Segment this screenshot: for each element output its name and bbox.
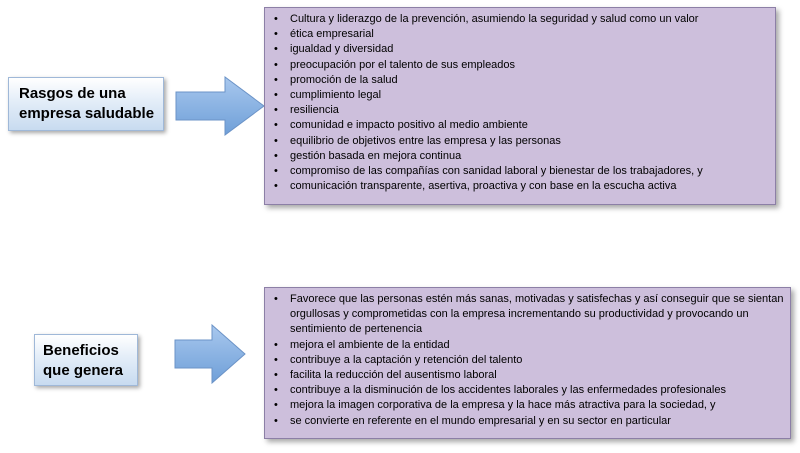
beneficios-list [271,292,784,429]
list-item: • promoción de la salud [271,73,769,88]
list-item: • contribuye a la disminución de los accidentes laborales y las enfermedades profesionales [271,383,784,398]
label-beneficios-que-genera [34,334,138,386]
right-arrow-icon [174,324,246,384]
list-item: • Favorece que las personas estén más sanas, motivadas y satisfechas y así conseguir que se sientan orgullosas y comprometidas con la empresa incrementando su productividad y provocando un sentimiento de pertenencia [271,292,784,338]
list-item: • Cultura y liderazgo de la prevención, asumiendo la seguridad y salud como un valor [271,12,769,27]
right-arrow-icon [175,76,265,136]
label-rasgos-empresa-saludable [8,77,164,131]
beneficios-list-panel [264,287,791,439]
list-item: • mejora el ambiente de la entidad [271,338,784,353]
rasgos-list-panel [264,7,776,205]
list-item: • gestión basada en mejora continua [271,149,769,164]
label-beneficios-line-1: Beneficios [43,342,119,359]
list-item: • comunidad e impacto positivo al medio ambiente [271,118,769,133]
list-item: • contribuye a la captación y retención del talento [271,353,784,368]
label-rasgos-line-1: Rasgos de una [19,85,126,102]
list-item: • equilibrio de objetivos entre las empresa y las personas [271,134,769,149]
list-item: • comunicación transparente, asertiva, proactiva y con base en la escucha activa [271,179,769,194]
list-item: • se convierte en referente en el mundo empresarial y en su sector en particular [271,414,784,429]
list-item: • cumplimiento legal [271,88,769,103]
rasgos-list [271,12,769,194]
list-item: • compromiso de las compañías con sanidad laboral y bienestar de los trabajadores, y [271,164,769,179]
list-item: • facilita la reducción del ausentismo laboral [271,368,784,383]
list-item: • mejora la imagen corporativa de la empresa y la hace más atractiva para la sociedad, y [271,398,784,413]
list-item: • resiliencia [271,103,769,118]
label-rasgos-line-2: empresa saludable [19,105,155,122]
label-beneficios-line-2: que genera [43,362,124,379]
list-item: • igualdad y diversidad [271,42,769,57]
list-item: • ética empresarial [271,27,769,42]
list-item: • preocupación por el talento de sus empleados [271,58,769,73]
